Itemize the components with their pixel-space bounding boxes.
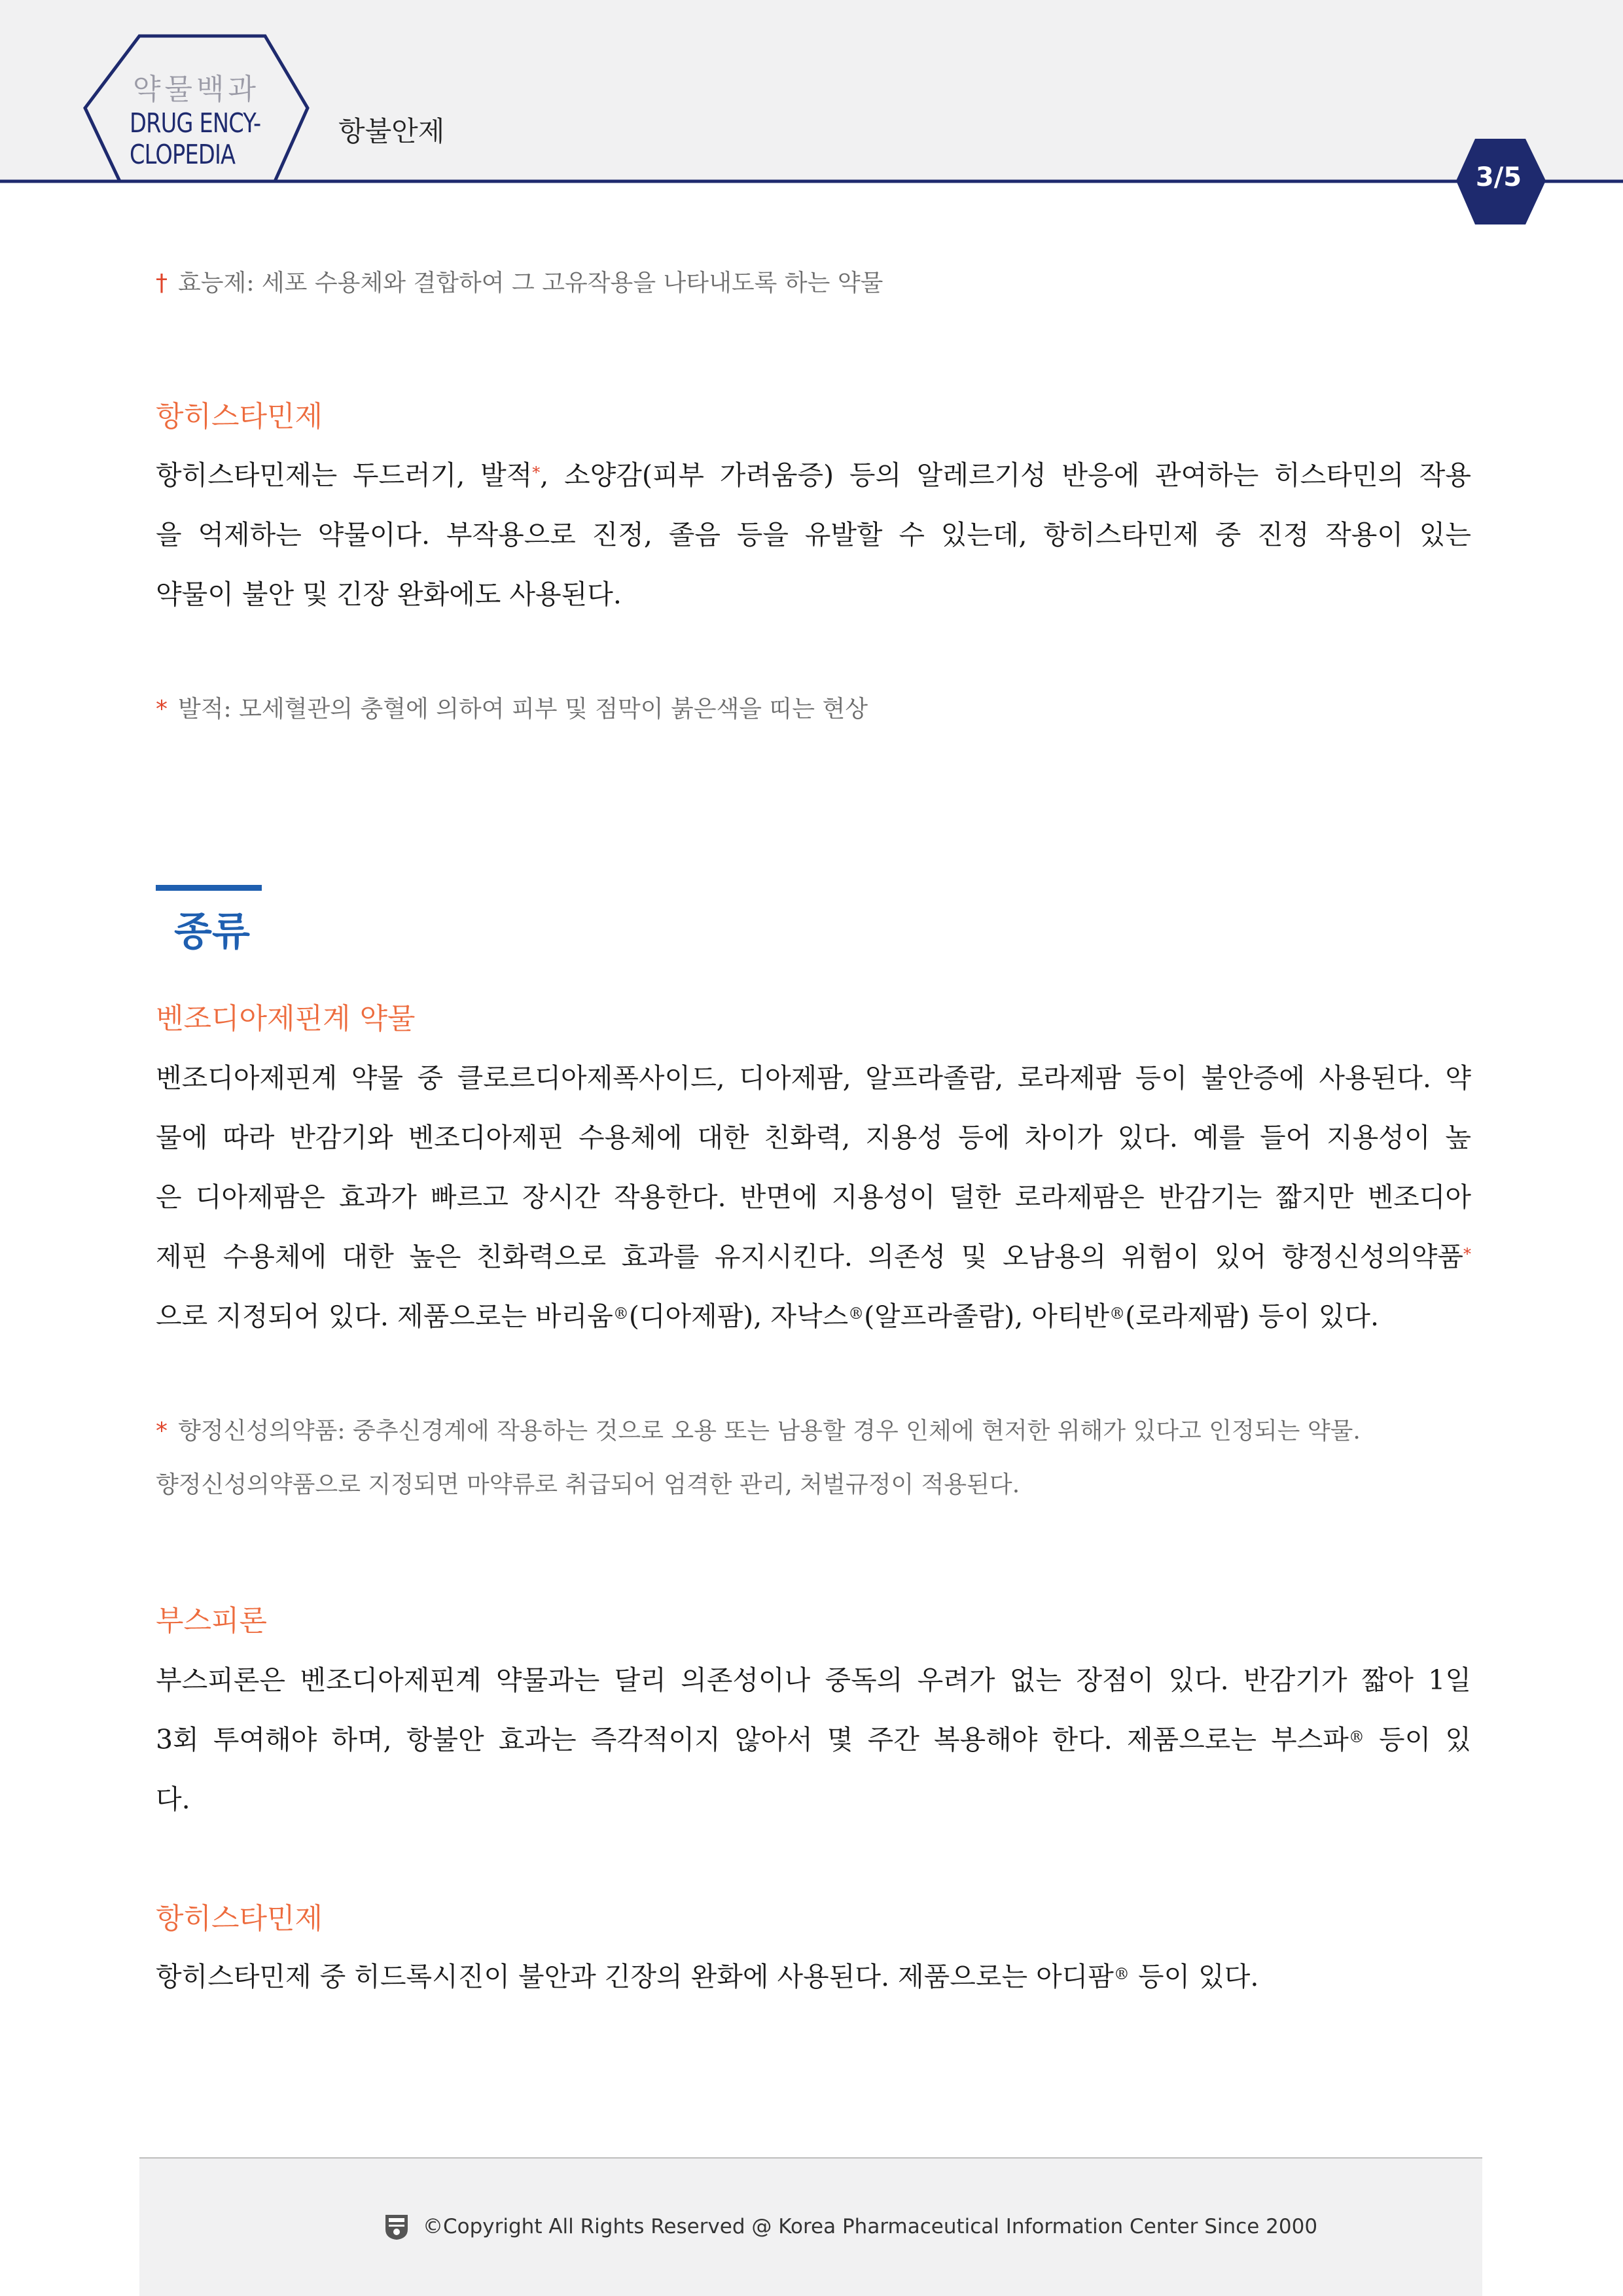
footnote-mark: *	[1463, 1245, 1471, 1263]
section-accent-bar	[156, 885, 262, 891]
footnote-mark: *	[532, 463, 541, 482]
paragraph-line: 벤조디아제핀계 약물 중 클로르디아제폭사이드, 디아제팜, 알프라졸람, 로라제팜 등이 불안증에 사용된다. 약	[156, 1062, 1471, 1094]
logo-korean: 약물백과	[133, 73, 260, 106]
antihistamine-use-heading: 항히스타민제	[156, 1902, 323, 1935]
paragraph-line	[156, 446, 1471, 505]
rash-footnote-text: 발적: 모세혈관의 충혈에 의하여 피부 및 점막이 붉은색을 띠는 현상	[178, 696, 868, 723]
section-title: 종류	[174, 909, 250, 955]
text-span: 항히스타민제 중 히드록시진이 불안과 긴장의 완화에 사용된다. 제품으로는 아디팜	[156, 1961, 1114, 1992]
dagger-mark: †	[156, 270, 168, 296]
registered-mark: ®	[1348, 1728, 1364, 1746]
antihistamine-paragraph	[156, 446, 1471, 624]
text-span: 제핀 수용체에 대한 높은 친화력으로 효과를 유지시킨다. 의존성 및 오남용의 위험이 있어 향정신성의약품	[156, 1241, 1463, 1272]
text-span: 3회 투여해야 하며, 항불안 효과는 즉각적이지 않아서 몇 주간 복용해야 한다. 제품으로는 부스파	[156, 1724, 1349, 1755]
asterisk-mark: *	[156, 1418, 168, 1444]
logo-english-line2: CLOPEDIA	[130, 139, 236, 170]
registered-mark: ®	[613, 1304, 629, 1323]
logo-english-line1: DRUG ENCY-	[130, 107, 261, 139]
buspirone-heading: 부스피론	[156, 1604, 268, 1638]
text-span: (디아제팜), 자낙스	[628, 1300, 849, 1332]
text-span: (알프라졸람), 아티반	[864, 1300, 1110, 1332]
paragraph-line: 약물이 불안 및 긴장 완화에도 사용된다.	[156, 579, 622, 610]
antihistamine-use-paragraph	[156, 1947, 1471, 2007]
paragraph-line: 을 억제하는 약물이다. 부작용으로 진정, 졸음 등을 유발할 수 있는데, 항히스타민제 중 진정 작용이 있는	[156, 519, 1471, 550]
benzodiazepine-heading: 벤조디아제핀계 약물	[156, 1002, 416, 1035]
rash-footnote	[156, 691, 868, 724]
registered-mark: ®	[848, 1304, 865, 1323]
psychotropic-footnote-text: 향정신성의약품: 중추신경계에 작용하는 것으로 오용 또는 남용할 경우 인체에 현저한 위해가 있다고 인정되는 약물.	[178, 1418, 1361, 1444]
buspirone-paragraph	[156, 1651, 1471, 1829]
paragraph-line	[156, 1287, 1471, 1346]
paragraph-line: 다.	[156, 1784, 190, 1815]
paragraph-line	[156, 1227, 1471, 1287]
paragraph-line	[156, 1947, 1471, 2007]
registered-mark: ®	[1113, 1965, 1130, 1983]
kpic-emblem-icon	[383, 2212, 410, 2241]
page-indicator: 3/5	[1475, 162, 1522, 192]
text-span: 으로 지정되어 있다. 제품으로는 바리움	[156, 1300, 613, 1332]
document-title: 항불안제	[338, 115, 445, 147]
paragraph-line	[156, 1710, 1471, 1770]
text-span: (로라제팜) 등이 있다.	[1125, 1300, 1380, 1332]
footer-copyright: ©Copyright All Rights Reserved @ Korea Pharmaceutical Information Center Since 2000	[423, 2215, 1318, 2238]
paragraph-line: 부스피론은 벤조디아제핀계 약물과는 달리 의존성이나 중독의 우려가 없는 장점이 있다. 반감기가 짧아 1일	[156, 1664, 1471, 1696]
antihistamine-heading: 항히스타민제	[156, 400, 323, 433]
text-span: 등이 있다.	[1129, 1961, 1259, 1992]
benzodiazepine-paragraph	[156, 1049, 1471, 1346]
text-span: 항히스타민제는 두드러기, 발적	[156, 459, 533, 491]
paragraph-line: 물에 따라 반감기와 벤조디아제핀 수용체에 대한 친화력, 지용성 등에 차이가 있다. 예를 들어 지용성이 높	[156, 1122, 1471, 1153]
agonist-footnote	[156, 264, 883, 298]
asterisk-mark: *	[156, 696, 168, 723]
paragraph-line: 은 디아제팜은 효과가 빠르고 장시간 작용한다. 반면에 지용성이 덜한 로라제팜은 반감기는 짧지만 벤조디아	[156, 1181, 1471, 1213]
agonist-footnote-text: 효능제: 세포 수용체와 결합하여 그 고유작용을 나타내도록 하는 약물	[178, 270, 883, 296]
psychotropic-footnote-line2: 향정신성의약품으로 지정되면 마약류로 취급되어 엄격한 관리, 처벌규정이 적용된다.	[156, 1471, 1020, 1498]
psychotropic-footnote	[156, 1412, 1361, 1446]
text-span: 등이 있	[1364, 1724, 1471, 1755]
text-span: , 소양감(피부 가려움증) 등의 알레르기성 반응에 관여하는 히스타민의 작용	[540, 459, 1471, 491]
registered-mark: ®	[1109, 1304, 1126, 1323]
